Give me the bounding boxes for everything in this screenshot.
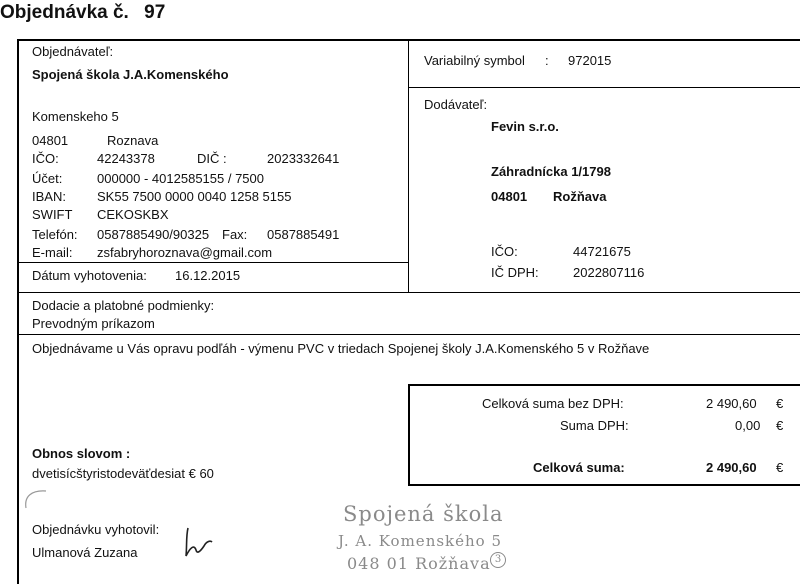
amount-words-value: dvetisícštyristodeväťdesiat € 60	[32, 466, 214, 481]
frame-left	[17, 39, 19, 584]
customer-fax: 0587885491	[267, 227, 340, 242]
title-label: Objednávka č.	[0, 2, 129, 23]
net-label: Celková suma bez DPH:	[482, 396, 624, 411]
order-text: Objednávame u Vás opravu podľáh - výmenu PVC v triedach Spojenej školy J.A.Komenského 5 v Rožňave	[32, 341, 650, 356]
divider-order-top	[18, 334, 800, 335]
customer-iban: SK55 7500 0000 0040 1258 5155	[97, 189, 292, 204]
supplier-zip: 04801	[491, 189, 528, 204]
supplier-heading: Dodávateľ:	[424, 97, 488, 112]
prepared-by-name: Ulmanová Zuzana	[32, 545, 138, 560]
customer-heading: Objednávateľ:	[32, 44, 114, 59]
customer-name: Spojená škola J.A.Komenského	[32, 67, 229, 82]
amount-words-label: Obnos slovom :	[32, 446, 131, 461]
vat-value: 0,00	[735, 418, 761, 433]
customer-zip: 04801	[32, 133, 69, 148]
supplier-city: Rožňava	[553, 189, 607, 204]
divider-supplier-top	[408, 87, 800, 88]
customer-iban-label: IBAN:	[32, 189, 66, 204]
customer-street: Komenskeho 5	[32, 109, 119, 124]
stamp-mark: 3	[490, 552, 506, 568]
variable-symbol-separator: :	[545, 53, 549, 68]
issue-date-label: Dátum vyhotovenia:	[32, 268, 147, 283]
terms-value: Prevodným príkazom	[32, 316, 155, 331]
issue-date-value: 16.12.2015	[175, 268, 241, 283]
totals-box-bottom	[408, 484, 800, 486]
total-label: Celková suma:	[533, 460, 625, 475]
supplier-icdph-label: IČ DPH:	[491, 265, 539, 280]
customer-account-label: Účet:	[32, 171, 63, 186]
supplier-ico: 44721675	[573, 244, 631, 259]
signature-icon	[182, 522, 216, 562]
vat-label: Suma DPH:	[560, 418, 629, 433]
customer-swift-label: SWIFT	[32, 207, 73, 222]
customer-dic-label: DIČ :	[197, 151, 227, 166]
customer-email: zsfabryhoroznava@gmail.com	[97, 245, 273, 260]
scan-mark-icon	[20, 488, 50, 510]
total-value: 2 490,60	[706, 460, 757, 475]
variable-symbol-label: Variabilný symbol	[424, 53, 525, 68]
stamp-line-3: 048 01 Rožňava	[347, 554, 491, 573]
variable-symbol-value: 972015	[568, 53, 612, 68]
customer-dic: 2023332641	[267, 151, 340, 166]
divider-terms-top	[18, 292, 800, 293]
net-value: 2 490,60	[706, 396, 757, 411]
customer-phone-label: Telefón:	[32, 227, 78, 242]
totals-box-left	[408, 384, 410, 486]
totals-box-top	[408, 384, 800, 386]
customer-ico: 42243378	[97, 151, 155, 166]
divider-vs	[408, 40, 409, 88]
supplier-name: Fevin s.r.o.	[491, 119, 559, 134]
total-currency: €	[776, 460, 784, 475]
customer-phone: 0587885490/90325	[97, 227, 210, 242]
supplier-street: Záhradnícka 1/1798	[491, 164, 611, 179]
customer-fax-label: Fax:	[222, 227, 248, 242]
customer-swift: CEKOSKBX	[97, 207, 169, 222]
vat-currency: €	[776, 418, 784, 433]
customer-ico-label: IČO:	[32, 151, 59, 166]
order-number: 97	[144, 2, 166, 23]
net-currency: €	[776, 396, 784, 411]
terms-label: Dodacie a platobné podmienky:	[32, 298, 215, 313]
stamp-line-1: Spojená škola	[343, 502, 504, 526]
divider-date-top	[18, 262, 409, 263]
customer-email-label: E-mail:	[32, 245, 73, 260]
page-title	[0, 2, 165, 24]
prepared-by-label: Objednávku vyhotovil:	[32, 522, 160, 537]
customer-city: Roznava	[107, 133, 159, 148]
supplier-ico-label: IČO:	[491, 244, 518, 259]
supplier-icdph: 2022807116	[573, 265, 645, 280]
stamp-line-2: J. A. Komenského 5	[338, 532, 503, 550]
customer-account: 000000 - 4012585155 / 7500	[97, 171, 264, 186]
